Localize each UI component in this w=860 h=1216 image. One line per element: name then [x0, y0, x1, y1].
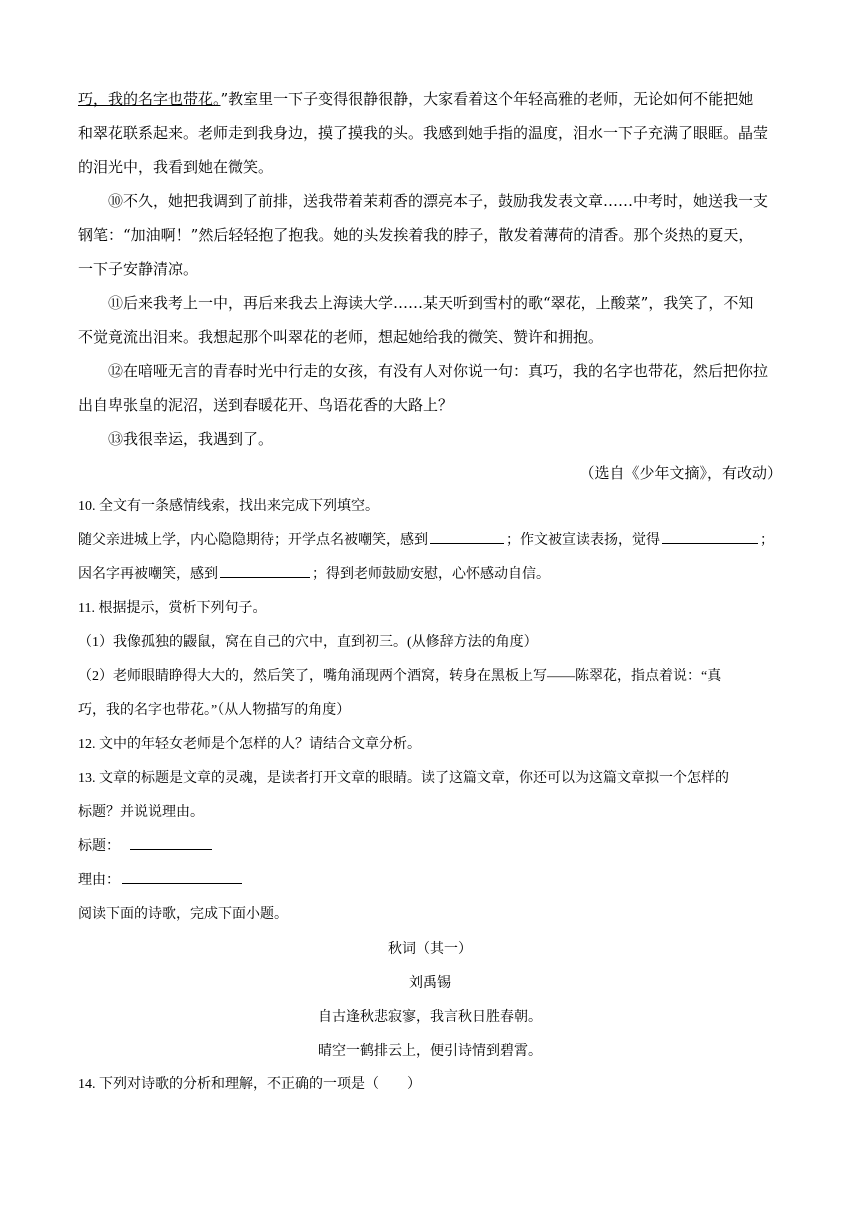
poem-instruction: 阅读下面的诗歌，完成下面小题。 [78, 907, 288, 922]
reason-answer-blank[interactable] [122, 867, 242, 884]
paragraph-13: ⑬我很幸运，我遇到了。 [108, 430, 274, 448]
q10-text-b: ；作文被宣读表扬，觉得 [506, 533, 660, 548]
question-12: 12. 文中的年轻女老师是个怎样的人？请结合文章分析。 [78, 737, 421, 752]
poem-line: 晴空一鹤排云上，便引诗情到碧霄。 [318, 1043, 542, 1059]
passage-line [78, 82, 782, 116]
poem-line: 自古逢秋悲寂寥，我言秋日胜春朝。 [318, 1009, 542, 1025]
q13-reason-label: 理由： [78, 873, 120, 888]
q13-title-row [78, 830, 782, 864]
question-13: 13. 文章的标题是文章的灵魂，是读者打开文章的眼睛。读了这篇文章，你还可以为这篇文章拟一个怎样的 [78, 771, 729, 786]
question-10: 10. 全文有一条感情线索，找出来完成下列填空。 [78, 499, 379, 514]
q13-reason-row [78, 864, 782, 898]
question-10-blanks-1 [78, 524, 782, 558]
question-11: 11. 根据提示，赏析下列句子。 [78, 601, 267, 616]
paragraph-10-cont: 一下子安静清凉。 [78, 260, 199, 278]
question-11-2-cont: 巧，我的名字也带花。”（从人物描写的角度） [78, 703, 351, 718]
paragraph-12: ⑫在喑哑无言的青春时光中行走的女孩，有没有人对你说一句：真巧，我的名字也带花，然后把你拉 [108, 362, 769, 380]
q10-text-a: 随父亲进城上学，内心隐隐期待；开学点名被嘲笑，感到 [78, 533, 428, 548]
passage-line: 和翠花联系起来。老师走到我身边，摸了摸我的头。我感到她手指的温度，泪水一下子充满了眼眶。晶莹 [78, 124, 769, 142]
underlined-quote: 巧，我的名字也带花。 [78, 90, 221, 108]
q10-text-c: 因名字再被嘲笑，感到 [78, 567, 218, 582]
passage-text: ”教室里一下子变得很静很静，大家看着这个年轻高雅的老师，无论如何不能把她 [220, 90, 754, 108]
question-11-1: （1）我像孤独的鼹鼠，窝在自己的穴中，直到初三。(从修辞方法的角度） [78, 635, 538, 650]
q13-title-label: 标题： [78, 839, 120, 854]
paragraph-12-cont: 出自卑张皇的泥沼，送到春暖花开、鸟语花香的大路上？ [78, 396, 454, 414]
passage-line: 的泪光中，我看到她在微笑。 [78, 158, 274, 176]
title-answer-blank[interactable] [130, 833, 212, 850]
question-11-2: （2）老师眼睛睁得大大的，然后笑了，嘴角涌现两个酒窝，转身在黑板上写——陈翠花，指点着说：“真 [78, 669, 722, 684]
q10-text-b-end: ； [760, 533, 774, 548]
paragraph-10: ⑩不久，她把我调到了前排，送我带着茉莉香的漂亮本子，鼓励我发表文章……中考时，她送我一支 [108, 192, 769, 210]
source-citation: （选自《少年文摘》，有改动） [579, 464, 782, 482]
question-10-blanks-2 [78, 558, 782, 592]
question-13-cont: 标题？并说说理由。 [78, 805, 204, 820]
answer-blank[interactable] [220, 561, 310, 578]
question-14: 14. 下列对诗歌的分析和理解，不正确的一项是（ ） [78, 1077, 421, 1092]
q10-text-d: ；得到老师鼓励安慰，心怀感动自信。 [312, 567, 550, 582]
answer-blank[interactable] [430, 527, 504, 544]
paragraph-10-cont: 钢笔：“加油啊！”然后轻轻抱了抱我。她的头发挨着我的脖子，散发着薄荷的清香。那个炎热的夏天， [78, 226, 754, 244]
paragraph-11-cont: 不觉竟流出泪来。我想起那个叫翠花的老师，想起她给我的微笑、赞许和拥抱。 [78, 328, 604, 346]
document-page [78, 82, 782, 1102]
poem-author: 刘禹锡 [409, 975, 451, 991]
paragraph-11: ⑪后来我考上一中，再后来我去上海读大学……某天听到雪村的歌“翠花，上酸菜”，我笑了，不知 [108, 294, 754, 312]
poem-title: 秋词（其一） [388, 941, 472, 957]
answer-blank[interactable] [662, 527, 758, 544]
